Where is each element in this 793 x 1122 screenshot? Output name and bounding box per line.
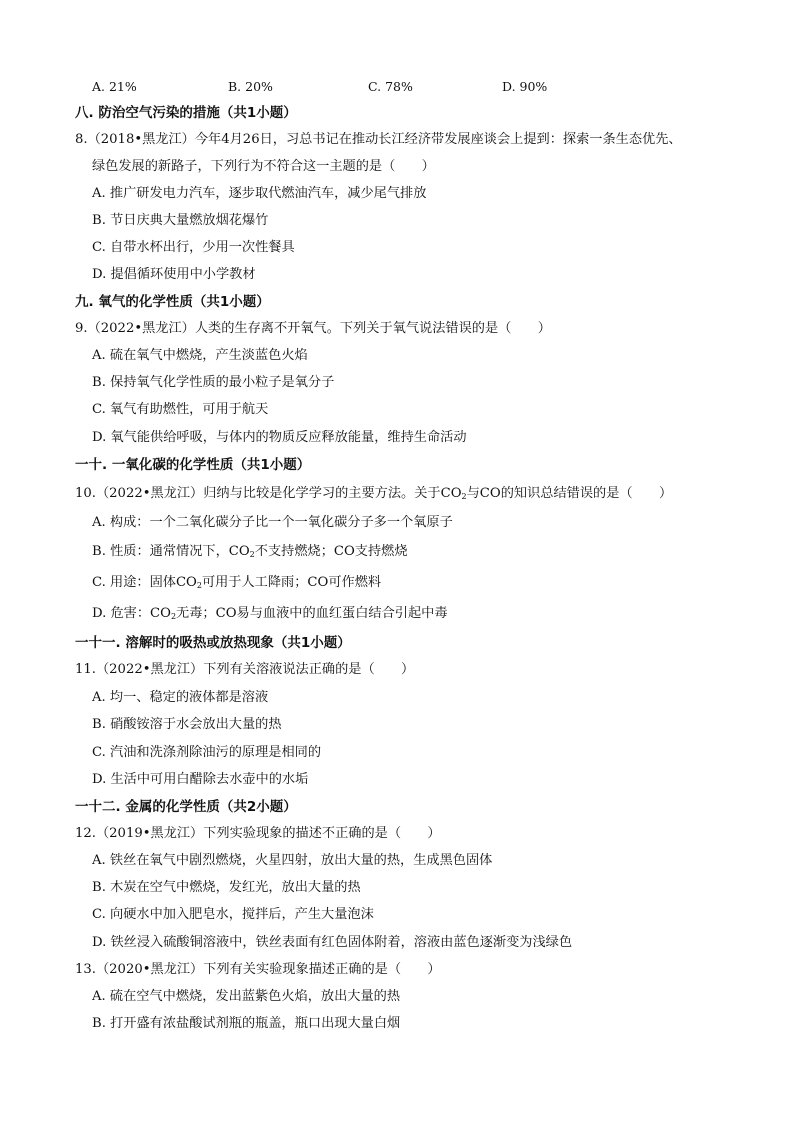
question-11-option-a: A. 均一、稳定的液体都是溶液 xyxy=(92,690,269,705)
question-11-option-c: C. 汽油和洗涤剂除油污的原理是相同的 xyxy=(92,745,322,760)
question-10-option-d: D. 危害：$CO_2$无毒；CO易与血液中的血红蛋白结合引起中毒 xyxy=(92,606,448,621)
question-10-stem: 10.（2022•黑龙江）归纳与比较是化学学习的主要方法。关于$CO_2$与CO的知识总结错误的是（ ） xyxy=(75,486,673,501)
question-8-stem-line1: 8.（2018•黑龙江）今年4月26日，习总书记在推动长江经济带发展座谈会上提到：探索一条生态优先、 xyxy=(75,132,682,147)
section-heading-11: 一十一. 溶解时的吸热或放热现象（共1小题） xyxy=(75,635,351,651)
question-10-option-c: C. 用途：固体$CO_2$可用于人工降雨；CO可作燃料 xyxy=(92,575,382,590)
question-12-stem: 12.（2019•黑龙江）下列实验现象的描述不正确的是（ ） xyxy=(75,826,441,841)
question-10-option-b: B. 性质：通常情况下，$CO_2$不支持燃烧；CO支持燃烧 xyxy=(92,544,408,559)
question-12-option-b: B. 木炭在空气中燃烧，发红光，放出大量的热 xyxy=(92,880,361,895)
q7-option-b: B. 20% xyxy=(228,79,273,94)
question-9-stem: 9.（2022•黑龙江）人类的生存离不开氧气。下列关于氧气说法错误的是（ ） xyxy=(75,321,551,336)
question-9-option-d: D. 氧气能供给呼吸，与体内的物质反应释放能量，维持生命活动 xyxy=(92,430,467,445)
question-12-option-d: D. 铁丝浸入硫酸铜溶液中，铁丝表面有红色固体附着，溶液由蓝色逐渐变为浅绿色 xyxy=(92,935,573,950)
q7-option-d: D. 90% xyxy=(502,79,548,94)
question-8-option-c: C. 自带水杯出行，少用一次性餐具 xyxy=(92,240,295,255)
question-11-option-d: D. 生活中可用白醋除去水壶中的水垢 xyxy=(92,772,309,787)
section-heading-8: 八. 防治空气污染的措施（共1小题） xyxy=(75,105,297,121)
question-8-option-b: B. 节日庆典大量燃放烟花爆竹 xyxy=(92,213,269,228)
question-9-option-b: B. 保持氧气化学性质的最小粒子是氧分子 xyxy=(92,375,335,390)
section-heading-9: 九. 氧气的化学性质（共1小题） xyxy=(75,294,270,310)
question-13-stem: 13.（2020•黑龙江）下列有关实验现象描述正确的是（ ） xyxy=(75,962,441,977)
section-heading-12: 一十二. 金属的化学性质（共2小题） xyxy=(75,799,297,815)
question-9-option-c: C. 氧气有助燃性，可用于航天 xyxy=(92,402,269,417)
question-13-option-a: A. 硫在空气中燃烧，发出蓝紫色火焰，放出大量的热 xyxy=(92,989,401,1004)
q7-option-a: A. 21% xyxy=(92,79,137,94)
question-8-option-a: A. 推广研发电力汽车，逐步取代燃油汽车，减少尾气排放 xyxy=(92,186,427,201)
q7-options xyxy=(92,78,612,96)
question-9-option-a: A. 硫在氧气中燃烧，产生淡蓝色火焰 xyxy=(92,348,308,363)
question-13-option-b: B. 打开盛有浓盐酸试剂瓶的瓶盖，瓶口出现大量白烟 xyxy=(92,1016,401,1031)
section-heading-10: 一十. 一氧化碳的化学性质（共1小题） xyxy=(75,457,311,473)
question-11-option-b: B. 硝酸铵溶于水会放出大量的热 xyxy=(92,717,282,732)
question-8-stem-line2: 绿色发展的新路子，下列行为不符合这一主题的是（ ） xyxy=(92,159,435,174)
question-11-stem: 11.（2022•黑龙江）下列有关溶液说法正确的是（ ） xyxy=(75,662,415,677)
question-8-option-d: D. 提倡循环使用中小学教材 xyxy=(92,267,256,282)
question-10-option-a: A. 构成：一个二氧化碳分子比一个一氧化碳分子多一个氧原子 xyxy=(92,515,453,530)
q7-option-c: C. 78% xyxy=(368,79,413,94)
question-12-option-c: C. 向硬水中加入肥皂水，搅拌后，产生大量泡沫 xyxy=(92,907,374,922)
question-12-option-a: A. 铁丝在氧气中剧烈燃烧，火星四射，放出大量的热，生成黑色固体 xyxy=(92,853,493,868)
